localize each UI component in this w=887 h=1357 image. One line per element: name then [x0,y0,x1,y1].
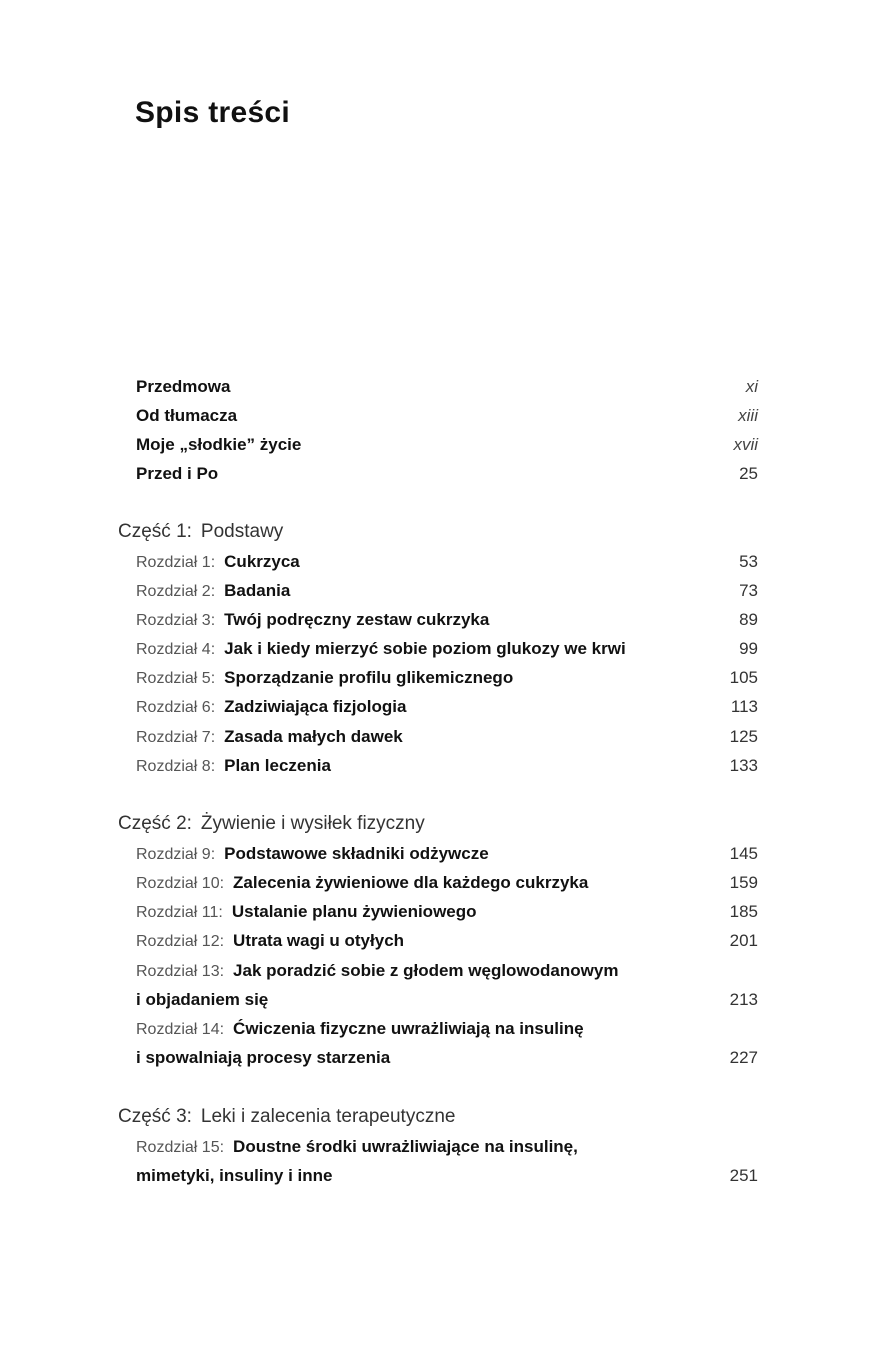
toc-entry-chapter-11[interactable] [136,897,758,926]
chapter-title-continuation: i spowalniają procesy starzenia [136,1048,391,1067]
chapter-number: Rozdział 14: [136,1021,225,1038]
toc-entry-chapter-9[interactable] [136,839,758,868]
page-number: 213 [729,990,758,1009]
chapter-title: Jak poradzić sobie z głodem węglowodanowym [233,961,619,980]
chapter-title: Badania [224,581,291,600]
chapter-title-continuation: i objadaniem się [136,990,269,1009]
toc-entry-chapter-3[interactable] [136,605,758,634]
toc-entry-chapter-10[interactable] [136,868,758,897]
chapter-number: Rozdział 1: [136,554,216,571]
page-number: 145 [729,844,758,863]
entry-title: Przed i Po [136,464,219,483]
toc-entry-chapter-1[interactable] [136,547,758,576]
toc-entry-chapter-14[interactable] [136,1014,758,1043]
part-number: Część 1: [118,521,192,542]
part-heading-2[interactable] [118,809,425,839]
page-number: 105 [729,668,758,687]
chapter-number: Rozdział 7: [136,729,216,746]
page-number: xiii [738,406,758,425]
toc-entry-chapter-12[interactable] [136,926,758,955]
page-number: 113 [730,697,758,716]
chapter-title: Ćwiczenia fizyczne uwrażliwiają na insulinę [233,1019,584,1038]
part-title: Żywienie i wysiłek fizyczny [200,813,425,834]
toc-entry-chapter-15[interactable] [136,1132,758,1161]
page-number: 99 [739,639,758,658]
chapter-title: Ustalanie planu żywieniowego [231,902,477,921]
page-number: 25 [739,464,758,483]
chapter-number: Rozdział 5: [136,670,216,687]
chapter-number: Rozdział 13: [136,963,225,980]
toc-entry-translator-note[interactable] [136,401,758,430]
page-number: 133 [729,756,758,775]
chapter-title: Zalecenia żywieniowe dla każdego cukrzyka [233,873,589,892]
page-number: 251 [729,1166,758,1185]
part-title: Podstawy [200,521,284,542]
chapter-number: Rozdział 9: [136,846,216,863]
toc-entry-sweet-life[interactable] [136,430,758,459]
page-number: 227 [729,1048,758,1067]
chapter-number: Rozdział 8: [136,758,216,775]
page-number: 89 [739,610,758,629]
page-title: Spis treści [135,96,291,129]
toc-entry-chapter-15-continued[interactable] [136,1161,758,1190]
toc-entry-preface[interactable] [136,372,758,401]
chapter-number: Rozdział 6: [136,699,216,716]
entry-title: Przedmowa [136,377,231,396]
entry-title: Moje „słodkie” życie [136,435,302,454]
toc-entry-chapter-6[interactable] [136,692,758,721]
chapter-title: Podstawowe składniki odżywcze [224,844,489,863]
chapter-title: Twój podręczny zestaw cukrzyka [224,610,490,629]
chapter-title: Sporządzanie profilu glikemicznego [224,668,514,687]
chapter-title: Cukrzyca [224,552,300,571]
toc-entry-chapter-13-continued[interactable] [136,985,758,1014]
page-number: 125 [729,727,758,746]
page-number: 73 [739,581,758,600]
toc-entry-chapter-13[interactable] [136,956,758,985]
toc-entry-chapter-14-continued[interactable] [136,1043,758,1072]
page-number: 201 [729,931,758,950]
chapter-title: Jak i kiedy mierzyć sobie poziom glukozy we krwi [224,639,626,658]
chapter-title: Utrata wagi u otyłych [233,931,405,950]
toc-entry-chapter-7[interactable] [136,722,758,751]
chapter-number: Rozdział 15: [136,1139,225,1156]
page-number: 159 [729,873,758,892]
chapter-title: Doustne środki uwrażliwiające na insulinę, [233,1137,578,1156]
page-number: 185 [729,902,758,921]
chapter-number: Rozdział 11: [136,904,223,921]
toc-entry-chapter-2[interactable] [136,576,758,605]
part-heading-1[interactable] [118,517,283,547]
chapter-number: Rozdział 12: [136,933,225,950]
page-number: xi [745,377,758,396]
chapter-title: Zadziwiająca fizjologia [224,697,407,716]
toc-entry-chapter-5[interactable] [136,663,758,692]
chapter-number: Rozdział 10: [136,875,225,892]
chapter-title: Zasada małych dawek [224,727,403,746]
part-heading-3[interactable] [118,1102,455,1132]
toc-entry-chapter-8[interactable] [136,751,758,780]
toc-entry-chapter-4[interactable] [136,634,758,663]
toc-entry-before-after[interactable] [136,459,758,488]
chapter-title-continuation: mimetyki, insuliny i inne [136,1166,333,1185]
page-number: 53 [739,552,758,571]
entry-title: Od tłumacza [136,406,238,425]
chapter-number: Rozdział 4: [136,641,216,658]
part-number: Część 2: [118,813,192,834]
chapter-number: Rozdział 3: [136,612,216,629]
part-title: Leki i zalecenia terapeutyczne [200,1106,456,1127]
chapter-number: Rozdział 2: [136,583,216,600]
part-number: Część 3: [118,1106,192,1127]
chapter-title: Plan leczenia [224,756,331,775]
page-number: xvii [733,435,758,454]
